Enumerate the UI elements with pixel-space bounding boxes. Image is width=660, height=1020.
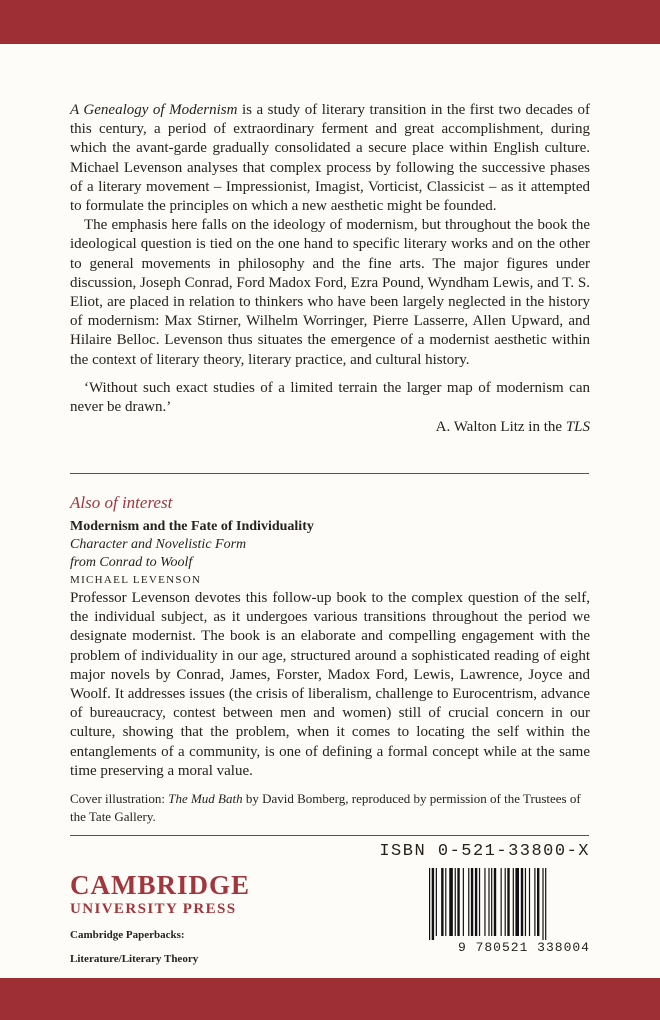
barcode-icon: [425, 868, 590, 940]
related-book-title: Modernism and the Fate of Individuality: [70, 519, 314, 534]
blurb-paragraph-1-text: is a study of literary transition in the first two decades of this century, a period of extraordinary ferment and great accomplishment, during which the avant-garde gradually consolidated a secure place within English culture. Michael Levenson analyses that complex process by following the successive phases of a literary movement – Impressionist, Imagist, Vorticist, Classicist – as it attempted to formulate the principles on which a new aesthetic might be founded.: [70, 102, 590, 215]
related-book-subtitle-1: Character and Novelistic Form: [70, 537, 247, 552]
divider-rule-bottom: [70, 835, 589, 836]
publisher-name-line1: CAMBRIDGE: [70, 870, 251, 900]
cover-credit-text: [70, 790, 590, 825]
bottom-color-band: [0, 978, 660, 1020]
also-of-interest-section: [70, 492, 590, 781]
divider-rule-top: [70, 473, 589, 474]
series-line2: Literature/Literary Theory: [70, 953, 199, 965]
book-blurb: [70, 101, 590, 437]
review-quote: ‘Without such exact studies of a limited terrain the larger map of modernism can never be drawn.’: [70, 379, 590, 416]
barcode-number: 9 780521 338004: [457, 940, 590, 955]
book-title-italic: A Genealogy of Modernism: [70, 102, 238, 118]
related-book-author: MICHAEL LEVENSON: [70, 574, 202, 586]
attribution-name: A. Walton Litz in the: [435, 419, 566, 436]
isbn-label: ISBN 0-521-33800-X: [379, 842, 590, 861]
series-line1: Cambridge Paperbacks:: [70, 929, 185, 941]
cover-credit-prefix: Cover illustration:: [70, 791, 169, 806]
attribution-source: TLS: [565, 419, 590, 436]
cover-illustration-credit: [70, 790, 590, 825]
cover-credit-suffix: by David Bomberg, reproduced by permission of the Trustees of the Tate Gallery.: [70, 791, 581, 824]
publisher-logo: [70, 870, 250, 966]
top-color-band: [0, 0, 660, 44]
publisher-name-line2: UNIVERSITY PRESS: [70, 901, 237, 917]
cover-credit-work: The Mud Bath: [168, 791, 243, 806]
related-book-description: Professor Levenson devotes this follow-up book to the complex question of the self, the individual subject, as it undergoes various transitions throughout the period we designate modernist. The book is an elaborate and compelling engagement with the problem of individuality in our age, structured around a sophisticated reading of eight major novels by Conrad, James, Forster, Madox Ford, Lewis, Lawrence, Joyce and Woolf. It addresses issues (the crisis of liberalism, challenge to Eurocentrism, advance of bureaucracy, contest between men and women) still of crucial concern in our culture, showing that the problem, when it comes to locating the self within the entanglements of a community, is one of defining a formal concept while at the same time preserving a moral value.: [70, 590, 590, 779]
blurb-paragraph-2: The emphasis here falls on the ideology of modernism, but throughout the book the ideological question is tied on the one hand to specific literary works and on the other to general movements in philosophy and the fine arts. The major figures under discussion, Joseph Conrad, Ford Madox Ford, Ezra Pound, Wyndham Lewis, and T. S. Eliot, are placed in relation to thinkers who have been largely neglected in the history of modernism: Max Stirner, Wilhelm Worringer, Pierre Lasserre, Allen Upward, and Hilaire Belloc. Levenson thus situates the emergence of a modernist aesthetic within the context of literary theory, literary practice, and cultural history.: [70, 217, 590, 368]
also-of-interest-heading: Also of interest: [70, 493, 173, 512]
review-attribution: [70, 418, 590, 437]
blurb-paragraph-1: [70, 101, 590, 216]
related-book-subtitle-2: from Conrad to Woolf: [70, 554, 193, 570]
